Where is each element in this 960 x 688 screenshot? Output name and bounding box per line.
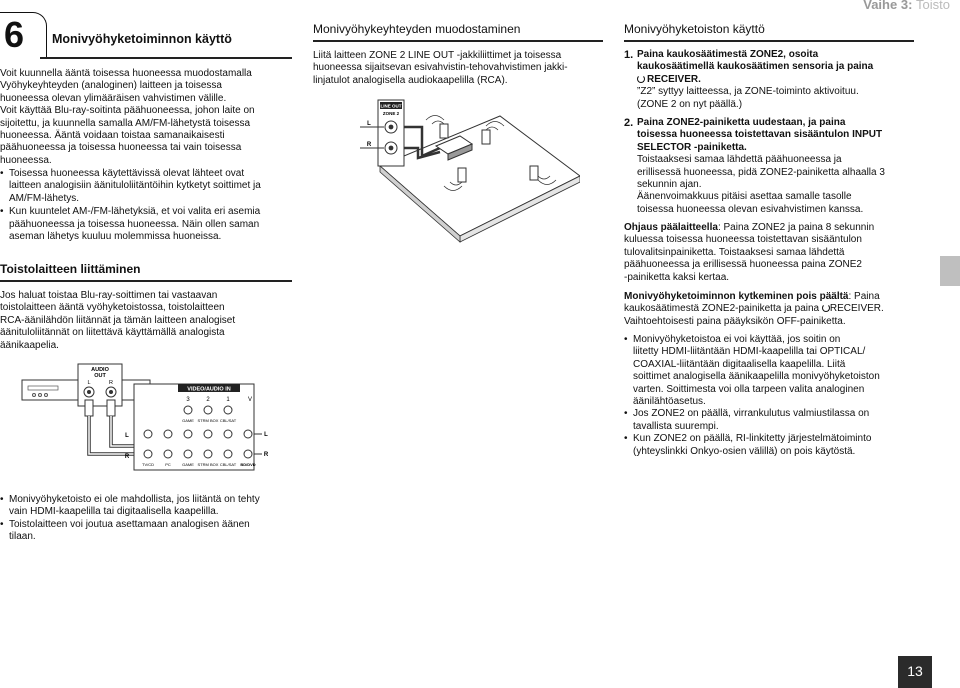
off-line: : Paina <box>848 291 880 302</box>
bullet-line: • Kun ZONE2 on päällä, RI-linkitetty järjestelmätoiminto <box>633 433 872 445</box>
list-item <box>624 433 924 458</box>
audio-out-l: L <box>87 380 91 386</box>
power-icon <box>637 75 645 83</box>
bullet-line: laitteen analogisiin äänituloliitäntöihin kytketyt soittimet ja <box>9 180 261 192</box>
off-line: Vaihtoehtoisesti paina pääyksikön OFF-painiketta. <box>624 315 846 327</box>
main-unit-control <box>624 222 924 284</box>
row1-label: GAME <box>182 418 194 423</box>
step-1 <box>624 49 924 111</box>
bullet-line: liitetty HDMI-liitäntään HDMI-kaapelilla tai OPTICAL/ <box>633 346 866 358</box>
bullet-line: päähuoneessa ja toisessa huoneessa. Näin ollen saman <box>9 218 260 230</box>
ohjaus-line: -painiketta kaksi kertaa. <box>624 271 730 283</box>
section-6-bullets <box>0 168 292 243</box>
source-connection-diagram <box>20 362 270 472</box>
row2-label: TV/CD <box>142 462 154 467</box>
source-line: toistolaitteen ääntä vyöhyketoistossa, toistolaitteen <box>0 302 225 314</box>
source-line: Jos haluat toistaa Blu-ray-soittimen tai vastaavan <box>0 290 218 301</box>
operate-heading: Monivyöhyketoiston käyttö <box>624 22 765 36</box>
bullet-line: COAXIAL-liitäntään digitaalisella kaapelilla. Liitä <box>633 358 846 370</box>
source-text <box>0 290 292 352</box>
audio-out-label-2: OUT <box>94 373 106 379</box>
bullet-line: varten. Soittimesta voi olla tarpeen valita analoginen <box>633 383 865 395</box>
panel-n2: 2 <box>206 397 210 403</box>
speaker <box>482 130 490 144</box>
source-heading-rule <box>0 280 292 282</box>
bullet-line: AM/FM-lähetys. <box>9 192 80 204</box>
line-out-label: LINE OUT <box>380 103 402 109</box>
page-number: 13 <box>907 663 923 679</box>
connect-line: linjatulot analogisella audiokaapelilla (RCA). <box>313 74 508 86</box>
receiver-panel <box>134 384 254 470</box>
ohjaus-line: päähuoneessa ja erillisessä huoneessa paina ZONE2 <box>624 259 862 271</box>
bullet-line: vain HDMI-kaapelilla tai digitaalisella kaapelilla. <box>9 506 219 518</box>
section-title: Monivyöhyketoiminnon käyttö <box>52 32 232 46</box>
step-2-line: Paina ZONE2-painiketta uudestaan, ja paina <box>637 117 846 128</box>
intro-line: sijoitettu, ja kuunnella samalla AM/FM-lähetystä toisessa <box>0 117 251 129</box>
section-6-intro <box>0 68 292 167</box>
step-2-line: toisessa huoneessa toistettavan sisääntulon INPUT <box>637 129 883 141</box>
zone2-l: L <box>367 121 371 127</box>
intro-line: huoneessa olevan ylimääräisen vahvistimen välille. <box>0 92 227 104</box>
step-header <box>863 0 950 12</box>
panel-n1: 1 <box>226 397 230 403</box>
source-line: RCA-äänilähdön liitännät ja tämän laitteen analogiset <box>0 314 236 326</box>
panel-v: V <box>247 397 253 403</box>
list-item <box>624 334 924 408</box>
step-2-number: 2. <box>624 117 634 129</box>
connect-line: huoneessa sijaitsevan esivahvistin-tehovahvistimen jakki- <box>313 62 568 74</box>
page-number-box <box>898 656 932 688</box>
bullet-line: • Kun kuuntelet AM-/FM-lähetyksiä, et voi valita eri asemia <box>9 206 261 218</box>
audio-out-label: AUDIO <box>91 367 109 373</box>
speaker <box>530 166 538 180</box>
ohjaus-line: kuluessa toisessa huoneessa toistettavan sisääntulon <box>624 234 862 246</box>
bullet-line: • Toistolaitteen voi joutua asettamaan analogisen äänen <box>9 518 250 530</box>
zone-off <box>624 291 924 328</box>
bullet-line: tilaan. <box>9 531 36 543</box>
zone2-connection-diagram <box>340 96 580 266</box>
connect-line: Liitä laitteen ZONE 2 LINE OUT -jakkiliittimet ja toisessa <box>313 50 562 61</box>
bullet-line: (yhteyslinkki Onkyo-osien välillä) on pois käytöstä. <box>633 445 856 457</box>
source-line: äänituloliitännät on liitettävä käyttämällä analogista <box>0 327 225 339</box>
power-icon <box>822 304 830 312</box>
bullet-line: • Toisessa huoneessa käytettävissä olevat lähteet ovat <box>9 168 245 179</box>
speaker <box>458 168 466 182</box>
row1-label: CBL/SAT <box>219 418 237 423</box>
bullet-line: soittimet analogisella äänikaapelilla monivyöhyketoiston <box>633 371 880 383</box>
off-line: kaukosäätimestä ZONE2-painiketta ja paina <box>624 303 820 315</box>
row2-label: PC <box>165 462 171 467</box>
source-heading: Toistolaitteen liittäminen <box>0 262 141 276</box>
intro-line: Voit kuunnella ääntä toisessa huoneessa muodostamalla <box>0 68 252 79</box>
step-2-note: sekunnin ajan. <box>637 179 702 191</box>
row2-label: STRM BOX <box>197 462 219 467</box>
operate-heading-rule <box>624 40 914 42</box>
bullet-line: • Jos ZONE2 on päällä, virrankulutus valmiustilassa on <box>633 408 870 420</box>
step-name: Toisto <box>916 0 950 12</box>
side-r-right: R <box>263 452 269 458</box>
step-1-note: ”Z2” syttyy laitteessa, ja ZONE-toiminto aktivoituu. <box>637 86 859 98</box>
section-number: 6 <box>4 14 25 55</box>
source-bottom-bullets <box>0 494 292 544</box>
step-2 <box>624 117 924 216</box>
zone2-r: R <box>366 142 372 148</box>
connect-heading: Monivyöhykeyhteyden muodostaminen <box>313 22 521 36</box>
intro-line: Voit käyttää Blu-ray-soitinta päähuoneessa, johon laite on <box>0 105 255 117</box>
step-2-note: toisessa huoneessa olevan esivahvistimen kanssa. <box>637 203 864 215</box>
step-2-note: erillisessä huoneessa, pidä ZONE2-painiketta alhaalla 3 <box>637 166 885 178</box>
step-1-line: Paina kaukosäätimestä ZONE2, osoita <box>637 49 819 60</box>
side-r-left: R <box>124 454 130 460</box>
step-1-note: (ZONE 2 on nyt päällä.) <box>637 98 743 110</box>
ohjaus-label: Ohjaus päälaitteella <box>624 222 718 233</box>
bullet-line: • Monivyöhyketoistoa ei voi käyttää, jos soitin on <box>633 334 841 345</box>
panel-n3: 3 <box>186 397 190 403</box>
list-item <box>0 519 292 544</box>
side-l-right: L <box>264 432 268 438</box>
bullet-line: aseman lähetys kuuluu molemmissa huoneissa. <box>9 231 222 243</box>
audio-out-r: R <box>109 380 113 386</box>
step-1-line: kaukosäätimellä kaukosäätimen sensoria ja paina <box>637 61 874 73</box>
section-6-heading <box>0 12 292 58</box>
row1-label: STRM BOX <box>197 418 219 423</box>
receiver-label: RECEIVER. <box>647 73 701 85</box>
step-2-note: Toistaaksesi samaa lähdettä päähuoneessa ja <box>637 154 842 166</box>
step-1-number: 1. <box>624 49 634 61</box>
side-l-left: L <box>125 433 129 439</box>
row2-label: GAME <box>182 462 194 467</box>
bullet-line: äänilähtöasetus. <box>633 396 706 408</box>
connect-heading-rule <box>313 40 603 42</box>
list-item <box>0 206 292 243</box>
list-item <box>0 494 292 519</box>
off-label: Monivyöhyketoiminnon kytkeminen pois päältä <box>624 291 849 302</box>
side-tab <box>940 256 960 286</box>
step-2-line: SELECTOR -painiketta. <box>637 141 747 153</box>
list-item <box>624 408 924 433</box>
connect-text <box>313 50 603 87</box>
step-value: 3: <box>900 0 913 12</box>
intro-line: päähuoneessa ja toisessa huoneessa tai vain toisessa <box>0 142 242 154</box>
step-2-note: Äänenvoimakkuus pitäisi asettaa samalle tasolle <box>637 191 852 203</box>
intro-line: huoneessa. Ääntä voidaan toistaa samanaikaisesti <box>0 130 225 142</box>
panel-title: VIDEO/AUDIO IN <box>187 386 231 393</box>
row2-label: CBL/SAT <box>219 462 237 467</box>
intro-line: huoneessa. <box>0 154 52 166</box>
intro-line: Vyöhykeyhteyden (analoginen) laitteen ja toisessa <box>0 80 222 92</box>
row2-label: BD/DVD <box>240 462 256 467</box>
step-label: Vaihe <box>863 0 898 12</box>
list-item <box>0 168 292 205</box>
ohjaus-line: tulovalitsinpainiketta. Toistaaksesi samaa lähdettä <box>624 246 845 258</box>
section-title-rule <box>40 57 292 59</box>
source-line: äänikaapelia. <box>0 339 59 351</box>
bullet-line: tavallista suurempi. <box>633 420 719 432</box>
ohjaus-line: : Paina ZONE2 ja paina 8 sekunnin <box>717 222 875 233</box>
receiver-label: RECEIVER. <box>829 303 884 315</box>
bullet-line: • Monivyöhyketoisto ei ole mahdollista, jos liitäntä on tehty <box>9 494 260 505</box>
speaker <box>440 124 448 138</box>
operate-bullets <box>624 334 924 458</box>
zone2-label: ZONE 2 <box>382 111 400 116</box>
